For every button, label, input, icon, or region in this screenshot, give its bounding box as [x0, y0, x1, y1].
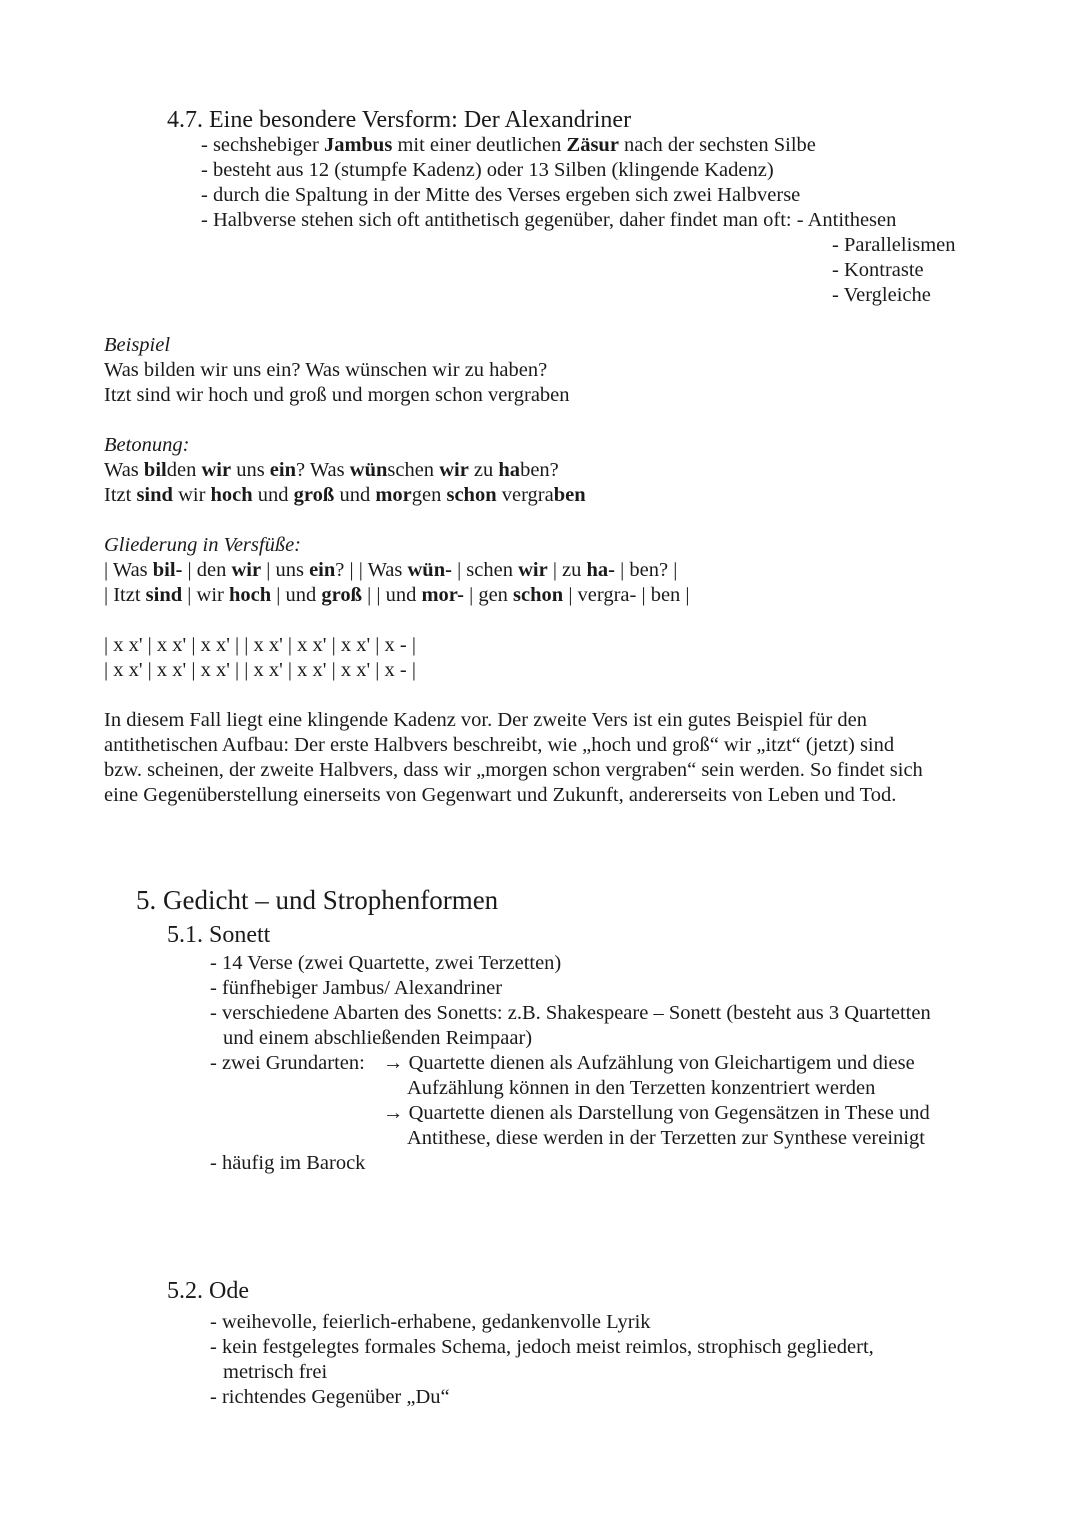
gliederung-line-2: | Itzt sind | wir hoch | und groß | | und mor- | gen schon | vergra- | ben |	[104, 584, 690, 606]
grundart-1-line-1: → Quartette dienen als Aufzählung von Gleichartigem und diese	[383, 1052, 915, 1074]
explanation-line-1: In diesem Fall liegt eine klingende Kadenz vor. Der zweite Vers ist ein gutes Beispiel für den	[104, 709, 868, 731]
gliederung-line-1: | Was bil- | den wir | uns ein? | | Was wün- | schen wir | zu ha- | ben? |	[104, 559, 678, 581]
explanation-line-4: eine Gegenüberstellung einerseits von Gegenwart und Zukunft, andererseits von Leben und Tod.	[104, 784, 897, 806]
gliederung-label: Gliederung in Versfüße:	[104, 534, 301, 556]
meter-line-2: | x x' | x x' | x x' | | x x' | x x' | x x' | x - |	[104, 659, 416, 681]
sub-item-parallelismen: - Parallelismen	[832, 234, 956, 256]
meter-line-1: | x x' | x x' | x x' | | x x' | x x' | x x' | x - |	[104, 634, 416, 656]
section-heading-gedichtformen: 5. Gedicht – und Strophenformen	[136, 885, 499, 915]
bullet-jambus: - sechshebiger Jambus mit einer deutlichen Zäsur nach der sechsten Silbe	[201, 134, 816, 156]
explanation-line-2: antithetischen Aufbau: Der erste Halbvers beschreibt, wie „hoch und groß“ wir „itzt“ (jetzt) sind	[104, 734, 895, 756]
sub-item-kontraste: - Kontraste	[832, 259, 924, 281]
beispiel-line-2: Itzt sind wir hoch und groß und morgen schon vergraben	[104, 384, 570, 406]
sub-item-vergleiche: - Vergleiche	[832, 284, 931, 306]
bullet-silben: - besteht aus 12 (stumpfe Kadenz) oder 13 Silben (klingende Kadenz)	[201, 159, 774, 181]
grundart-2-line-1: → Quartette dienen als Darstellung von Gegensätzen in These und	[383, 1102, 930, 1124]
section-heading-alexandriner: 4.7. Eine besondere Versform: Der Alexandriner	[167, 107, 632, 133]
ode-bullet-du: - richtendes Gegenüber „Du“	[210, 1386, 450, 1408]
betonung-line-1: Was bilden wir uns ein? Was wünschen wir zu haben?	[104, 459, 559, 481]
subsection-heading-ode: 5.2. Ode	[167, 1278, 249, 1304]
grundart-1-line-2: Aufzählung können in den Terzetten konzentriert werden	[407, 1077, 876, 1099]
beispiel-line-1: Was bilden wir uns ein? Was wünschen wir zu haben?	[104, 359, 548, 381]
explanation-line-3: bzw. scheinen, der zweite Halbvers, dass wir „morgen schon vergraben“ sein werden. So findet sich	[104, 759, 923, 781]
sonett-bullet-verse: - 14 Verse (zwei Quartette, zwei Terzetten)	[210, 952, 562, 974]
subsection-heading-sonett: 5.1. Sonett	[167, 922, 271, 948]
grundart-2-line-2: Antithese, diese werden in der Terzetten zur Synthese vereinigt	[407, 1127, 925, 1149]
bullet-halbverse: - durch die Spaltung in der Mitte des Verses ergeben sich zwei Halbverse	[201, 184, 801, 206]
beispiel-label: Beispiel	[104, 334, 171, 356]
bullet-antithetisch: - Halbverse stehen sich oft antithetisch gegenüber, daher findet man oft: - Antithesen	[201, 209, 897, 231]
betonung-line-2: Itzt sind wir hoch und groß und morgen schon vergraben	[104, 484, 586, 506]
ode-bullet-schema-cont: metrisch frei	[223, 1361, 328, 1383]
ode-bullet-lyrik: - weihevolle, feierlich-erhabene, gedankenvolle Lyrik	[210, 1311, 651, 1333]
ode-bullet-schema: - kein festgelegtes formales Schema, jedoch meist reimlos, strophisch gegliedert,	[210, 1336, 874, 1358]
sonett-bullet-barock: - häufig im Barock	[210, 1152, 366, 1174]
sonett-bullet-abarten: - verschiedene Abarten des Sonetts: z.B. Shakespeare – Sonett (besteht aus 3 Quartetten	[210, 1002, 931, 1024]
sonett-bullet-jambus: - fünfhebiger Jambus/ Alexandriner	[210, 977, 503, 999]
sonett-bullet-grundarten: - zwei Grundarten:	[210, 1052, 365, 1074]
sonett-bullet-abarten-cont: und einem abschließenden Reimpaar)	[223, 1027, 533, 1049]
betonung-label: Betonung:	[104, 434, 190, 456]
